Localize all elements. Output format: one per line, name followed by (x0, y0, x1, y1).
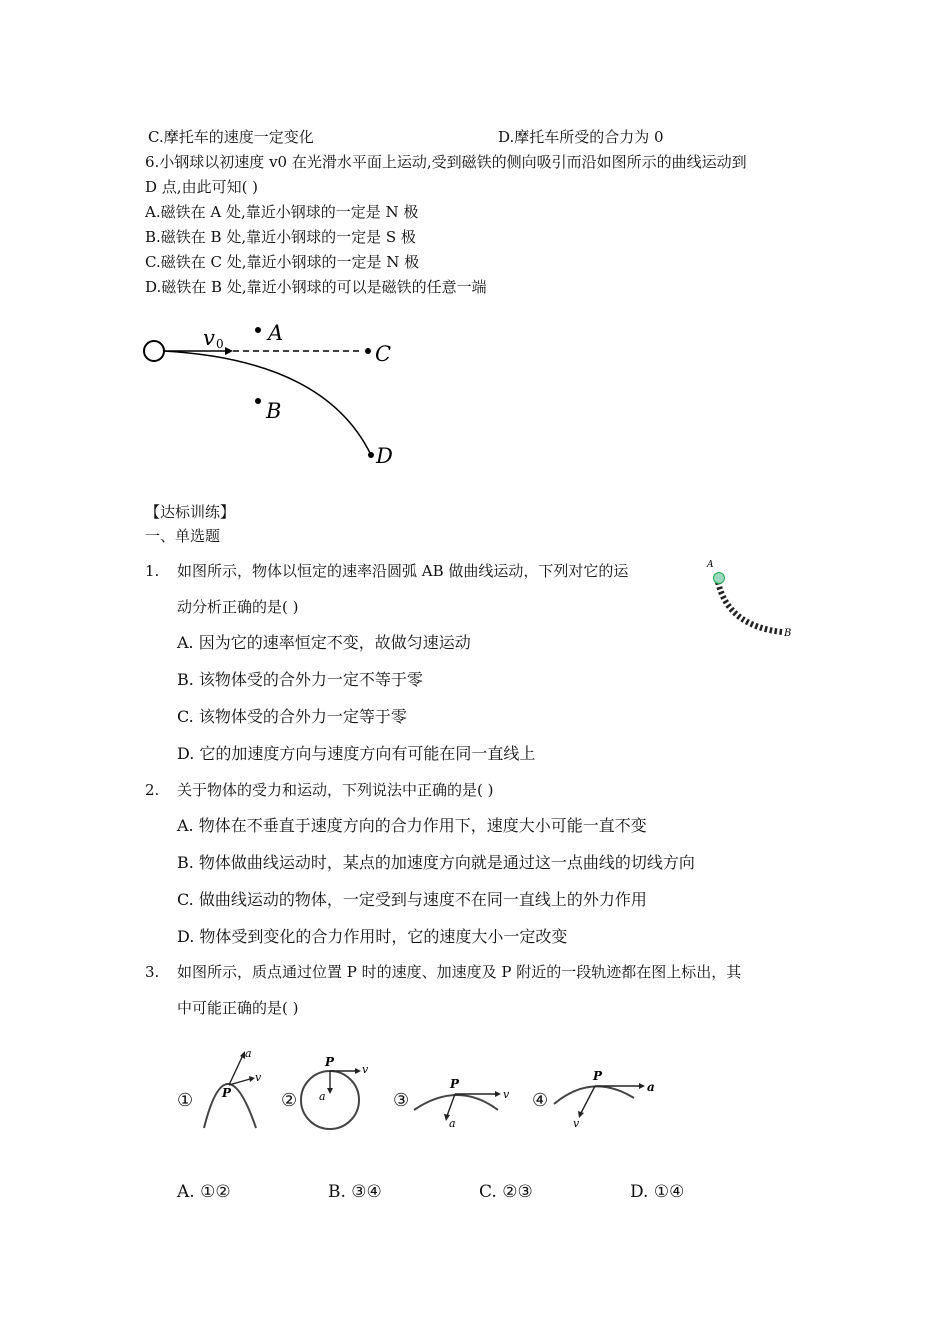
fig1-number: ① (177, 1090, 194, 1111)
q3-answer-b: B. ③④ (328, 1182, 382, 1202)
q3-figure-2 (296, 1052, 382, 1136)
q6-stem-line2: D 点,由此可知( ) (145, 178, 259, 196)
label-d: D (376, 444, 393, 468)
fig3-a-arrow (447, 1094, 455, 1116)
fig1-a-arrow (229, 1055, 243, 1085)
q1-option-c: C. 该物体受的合外力一定等于零 (177, 707, 407, 726)
fig2-a-arrowhead-icon (327, 1088, 333, 1094)
fig3-number: ③ (393, 1090, 410, 1111)
fig3-a-label: a (449, 1117, 456, 1130)
v0-arrowhead-icon (225, 347, 233, 355)
q1-stem-line1: 如图所示，物体以恒定的速率沿圆弧 AB 做曲线运动，下列对它的运 (177, 562, 629, 580)
fig1-p-label: P (222, 1086, 232, 1100)
q1-number: 1. (145, 562, 160, 580)
v0-subscript: 0 (216, 337, 224, 351)
q3-answer-c: C. ②③ (479, 1182, 533, 1202)
fig3-p-label: P (450, 1077, 460, 1091)
fig2-number: ② (281, 1090, 298, 1111)
q3-figure-1 (196, 1045, 268, 1133)
prev-option-c: C.摩托车的速度一定变化 (148, 128, 314, 146)
q6-option-c: C.磁铁在 C 处,靠近小钢球的一定是 N 极 (145, 253, 420, 271)
arc-label-a: A (707, 560, 714, 570)
q6-trajectory-figure (135, 315, 410, 475)
point-c-dot (365, 348, 371, 354)
fig1-v-label: v (255, 1071, 262, 1084)
prev-option-d: D.摩托车所受的合力为 0 (498, 128, 664, 146)
q2-option-c: C. 做曲线运动的物体，一定受到与速度不在同一直线上的外力作用 (177, 890, 647, 909)
q1-option-a: A. 因为它的速率恒定不变，故做匀速运动 (177, 633, 471, 652)
point-d-dot (368, 452, 374, 458)
label-c: C (375, 342, 392, 366)
moving-object (714, 573, 725, 584)
fig2-a-label: a (319, 1090, 326, 1103)
steel-ball (144, 341, 164, 361)
label-a: A (268, 321, 284, 345)
q2-stem: 关于物体的受力和运动，下列说法中正确的是( ) (177, 781, 494, 799)
q3-stem-line1: 如图所示，质点通过位置 P 时的速度、加速度及 P 附近的一段轨迹都在图上标出，其 (177, 963, 742, 981)
fig2-v-label: v (362, 1063, 369, 1076)
q2-option-d: D. 物体受到变化的合力作用时，它的速度大小一定改变 (177, 927, 568, 946)
q3-stem-line2: 中可能正确的是( ) (177, 999, 299, 1017)
arc-label-b: B (784, 628, 792, 639)
q2-option-a: A. 物体在不垂直于速度方向的合力作用下，速度大小可能一直不变 (177, 816, 647, 835)
q6-option-b: B.磁铁在 B 处,靠近小钢球的一定是 S 极 (145, 228, 416, 246)
fig4-v-label: v (573, 1117, 580, 1130)
q1-option-d: D. 它的加速度方向与速度方向有可能在同一直线上 (177, 744, 536, 763)
fig2-p-label: P (325, 1055, 335, 1069)
q6-stem-line1: 6.小钢球以初速度 v0 在光滑水平面上运动,受到磁铁的侧向吸引而沿如图所示的曲线运动到 (145, 153, 747, 171)
q6-option-a: A.磁铁在 A 处,靠近小钢球的一定是 N 极 (145, 203, 419, 221)
fig3-v-label: v (503, 1088, 510, 1101)
point-b-dot (255, 398, 261, 404)
training-heading: 【达标训练】 (145, 503, 236, 521)
q3-answer-a: A. ①② (177, 1182, 231, 1202)
fig4-number: ④ (532, 1090, 549, 1111)
fig2-v-arrowhead-icon (355, 1068, 361, 1074)
q3-number: 3. (145, 963, 160, 981)
arc-ab (718, 582, 782, 632)
q2-number: 2. (145, 781, 160, 799)
label-b: B (266, 399, 282, 423)
fig4-v-arrow (581, 1086, 595, 1113)
q2-option-b: B. 物体做曲线运动时，某点的加速度方向就是通过这一点曲线的切线方向 (177, 853, 695, 872)
fig3-v-arrowhead-icon (495, 1091, 501, 1097)
q3-figure-4 (550, 1066, 660, 1132)
fig4-a-arrowhead-icon (639, 1083, 645, 1089)
section-heading: 一、单选题 (145, 527, 221, 545)
q6-option-d: D.磁铁在 B 处,靠近小钢球的可以是磁铁的任意一端 (145, 278, 487, 296)
q3-figure-3 (410, 1070, 512, 1132)
fig4-p-label: P (593, 1069, 603, 1083)
fig4-a-label: a (647, 1080, 655, 1094)
v0-label: v (203, 326, 215, 350)
fig1-a-label: a (245, 1047, 252, 1060)
q1-stem-line2: 动分析正确的是( ) (177, 598, 299, 616)
point-a-dot (255, 327, 261, 333)
fig3-trajectory (414, 1095, 498, 1110)
q1-arc-figure (700, 556, 800, 648)
q1-option-b: B. 该物体受的合外力一定不等于零 (177, 670, 423, 689)
q3-answer-d: D. ①④ (630, 1182, 685, 1202)
